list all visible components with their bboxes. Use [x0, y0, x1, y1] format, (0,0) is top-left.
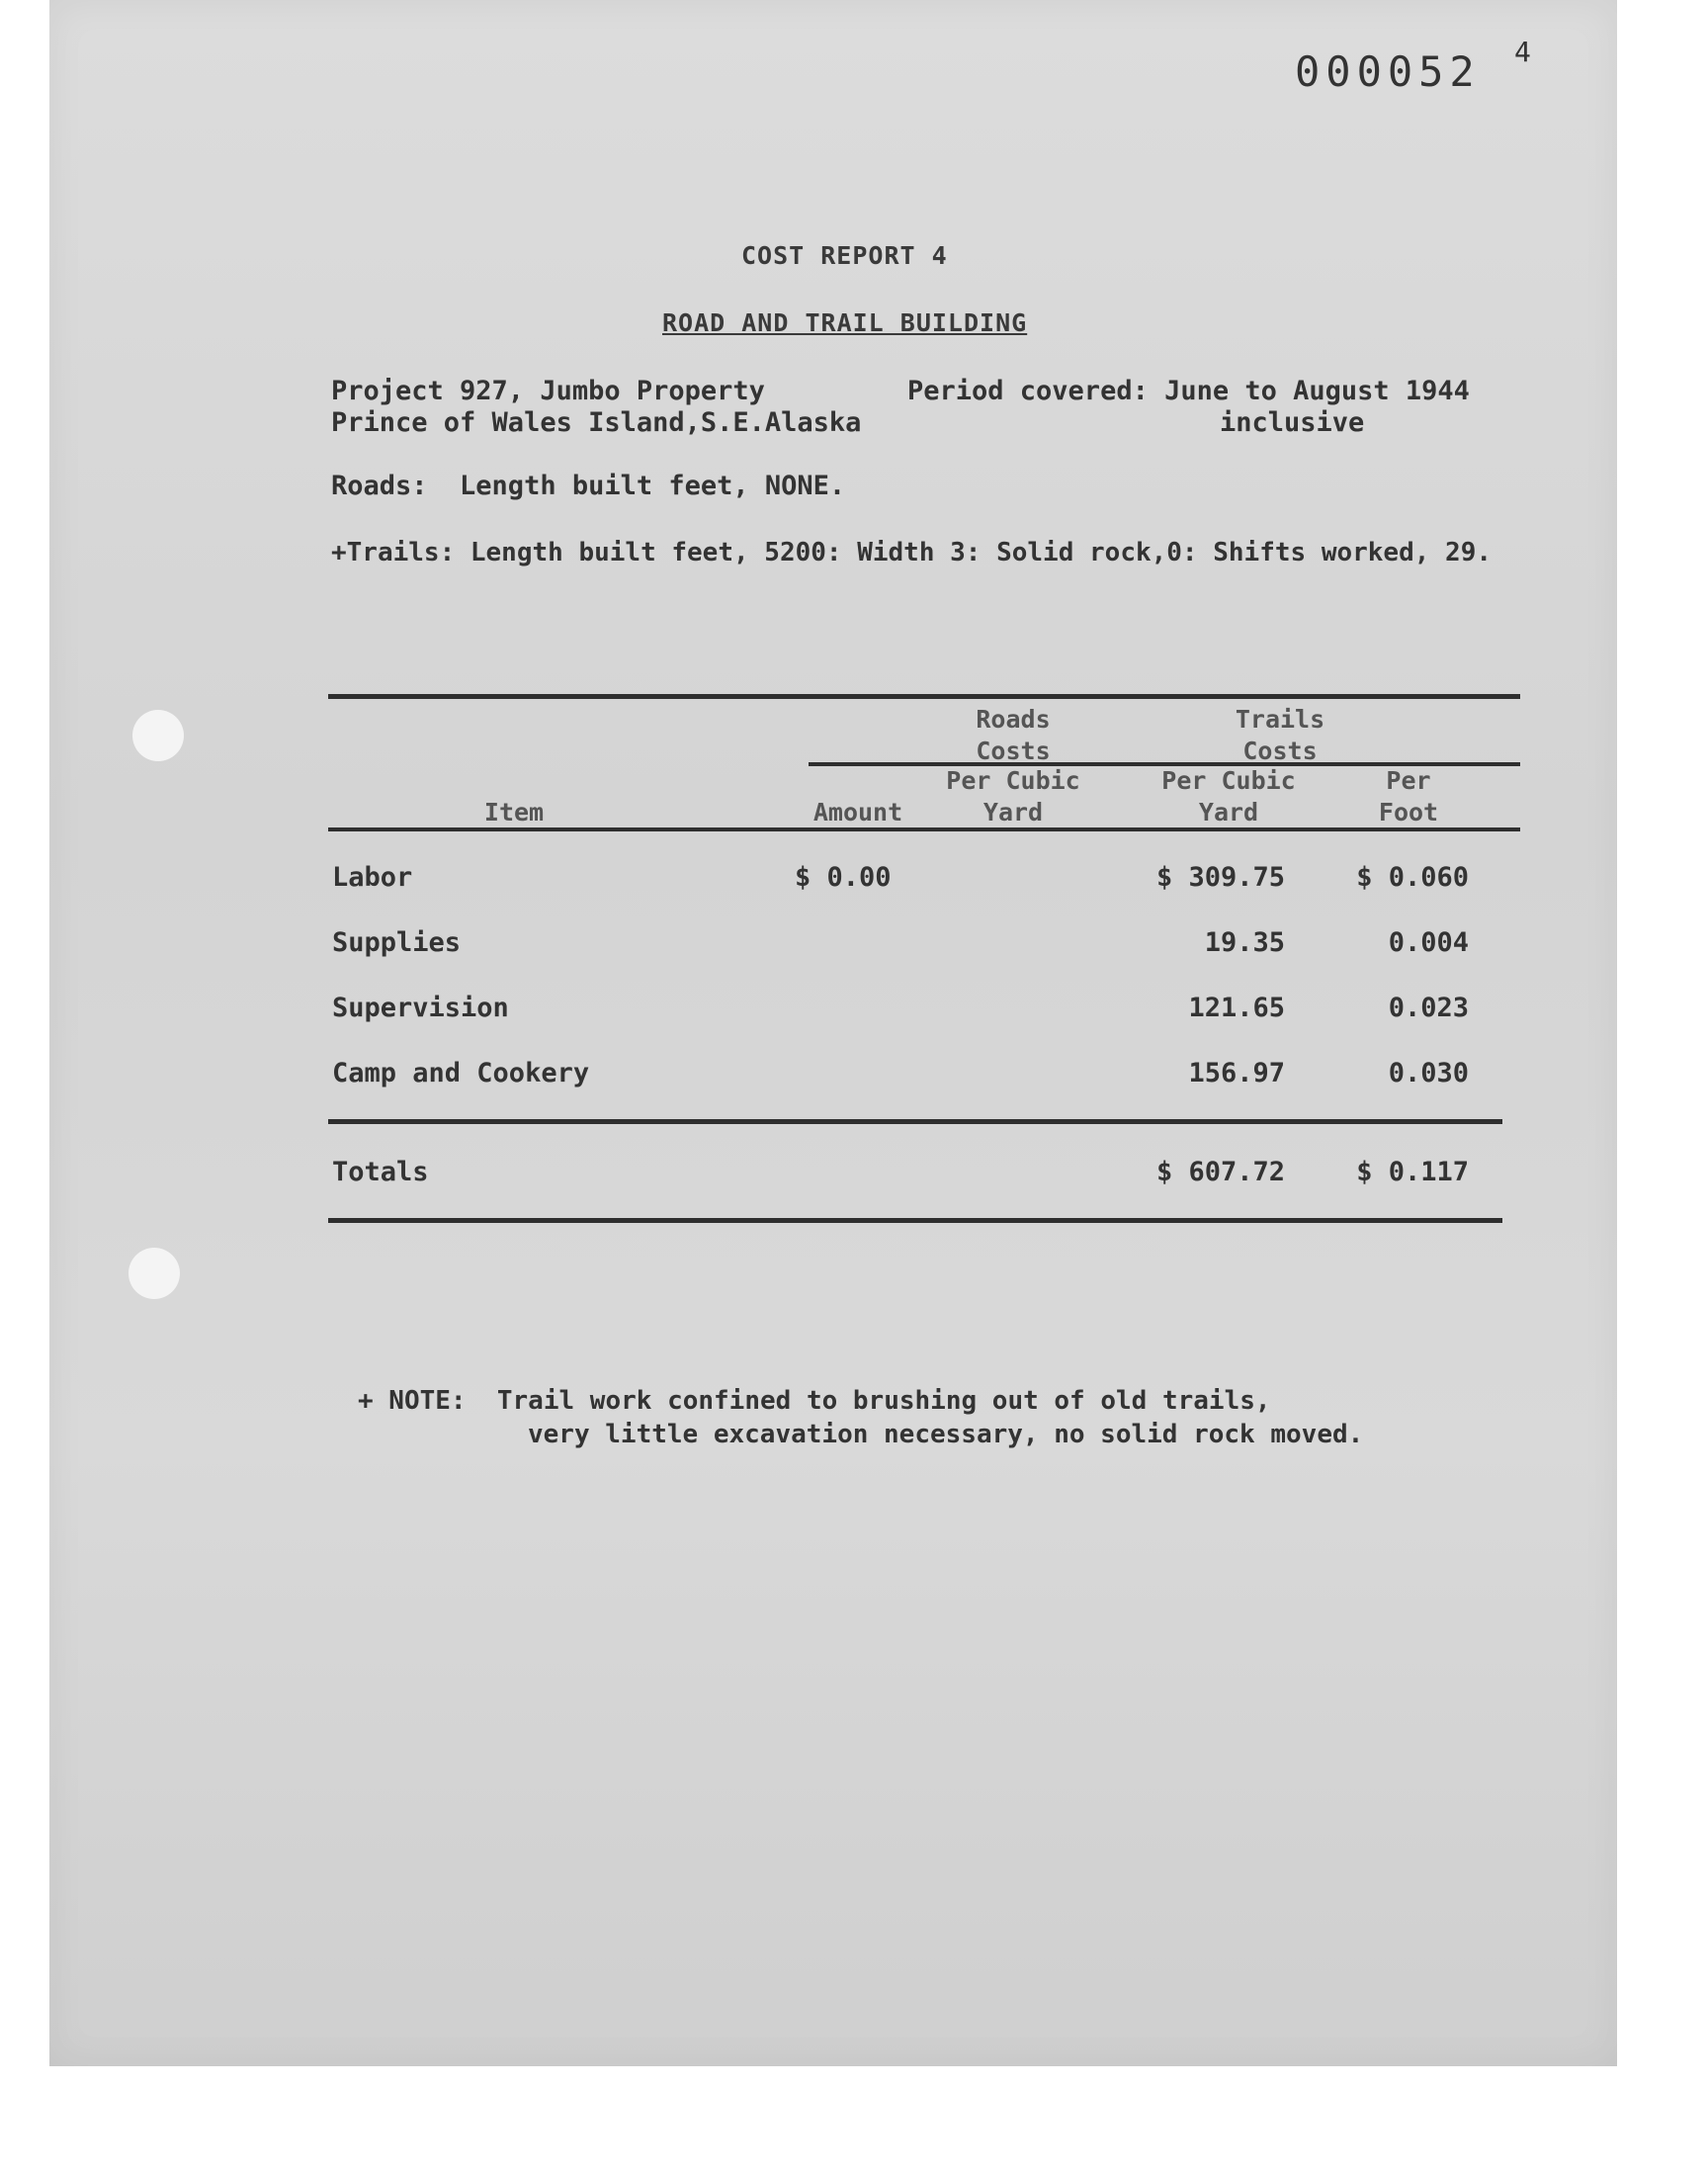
roads-per-cy-line-1: Per Cubic [946, 766, 1080, 795]
row-supervision-item: Supervision [332, 993, 509, 1023]
row-camp-item: Camp and Cookery [332, 1058, 590, 1088]
row-supplies-item: Supplies [332, 927, 462, 958]
punch-hole [128, 1248, 180, 1299]
trails-per-cy-line-1: Per Cubic [1161, 766, 1296, 795]
period-covered: Period covered: June to August 1944 [907, 376, 1470, 406]
row-supervision-per-foot: 0.023 [1388, 993, 1469, 1023]
per-foot-header [1354, 765, 1463, 828]
row-supervision-trails-per-cy: 121.65 [1188, 993, 1285, 1023]
punch-hole [132, 710, 184, 761]
trails-header-line-1: Trails [1235, 705, 1325, 734]
roads-line: Roads: Length built feet, NONE. [331, 471, 846, 501]
note-line-1: + NOTE: Trail work confined to brushing out of old trails, [358, 1386, 1271, 1416]
roads-header-line-1: Roads [976, 705, 1051, 734]
totals-label: Totals [332, 1157, 429, 1187]
note-line-2: very little excavation necessary, no solid rock moved. [528, 1420, 1364, 1449]
table-top-rule [328, 694, 1520, 699]
amount-column-header: Amount [812, 798, 903, 826]
row-camp-trails-per-cy: 156.97 [1188, 1058, 1285, 1088]
totals-trails-per-cy: $ 607.72 [1155, 1157, 1285, 1187]
trails-per-cubic-yard-header [1145, 765, 1313, 828]
row-camp-per-foot: 0.030 [1388, 1058, 1469, 1088]
roads-group-header [929, 704, 1097, 767]
period-inclusive: inclusive [1220, 407, 1365, 438]
item-column-header: Item [483, 798, 545, 826]
project-line-2: Prince of Wales Island,S.E.Alaska [331, 407, 862, 438]
roads-per-cubic-yard-header [929, 765, 1097, 828]
row-labor-per-foot: $ 0.060 [1356, 862, 1469, 893]
roads-per-cy-line-2: Yard [982, 798, 1044, 826]
body-bottom-rule [328, 1119, 1502, 1124]
report-subtitle: ROAD AND TRAIL BUILDING [662, 308, 1028, 337]
trails-header-line-2: Costs [1242, 737, 1318, 765]
trails-line: +Trails: Length built feet, 5200: Width 3: Solid rock,0: Shifts worked, 29. [331, 538, 1492, 567]
row-labor-item: Labor [332, 862, 413, 893]
row-supplies-trails-per-cy: 19.35 [1204, 927, 1285, 958]
per-foot-line-1: Per [1386, 766, 1431, 795]
per-foot-line-2: Foot [1378, 798, 1439, 826]
totals-per-foot: $ 0.117 [1356, 1157, 1469, 1187]
page-number: 4 [1514, 36, 1531, 68]
trails-per-cy-line-2: Yard [1198, 798, 1259, 826]
row-labor-trails-per-cy: $ 309.75 [1155, 862, 1285, 893]
roads-header-line-2: Costs [976, 737, 1051, 765]
table-bottom-rule [328, 1218, 1502, 1223]
row-supplies-per-foot: 0.004 [1388, 927, 1469, 958]
trails-group-header [1196, 704, 1364, 767]
document-number: 000052 [1295, 47, 1481, 96]
report-title: COST REPORT 4 [741, 241, 948, 270]
project-line-1: Project 927, Jumbo Property [331, 376, 765, 406]
row-labor-amount: $ 0.00 [795, 862, 892, 893]
